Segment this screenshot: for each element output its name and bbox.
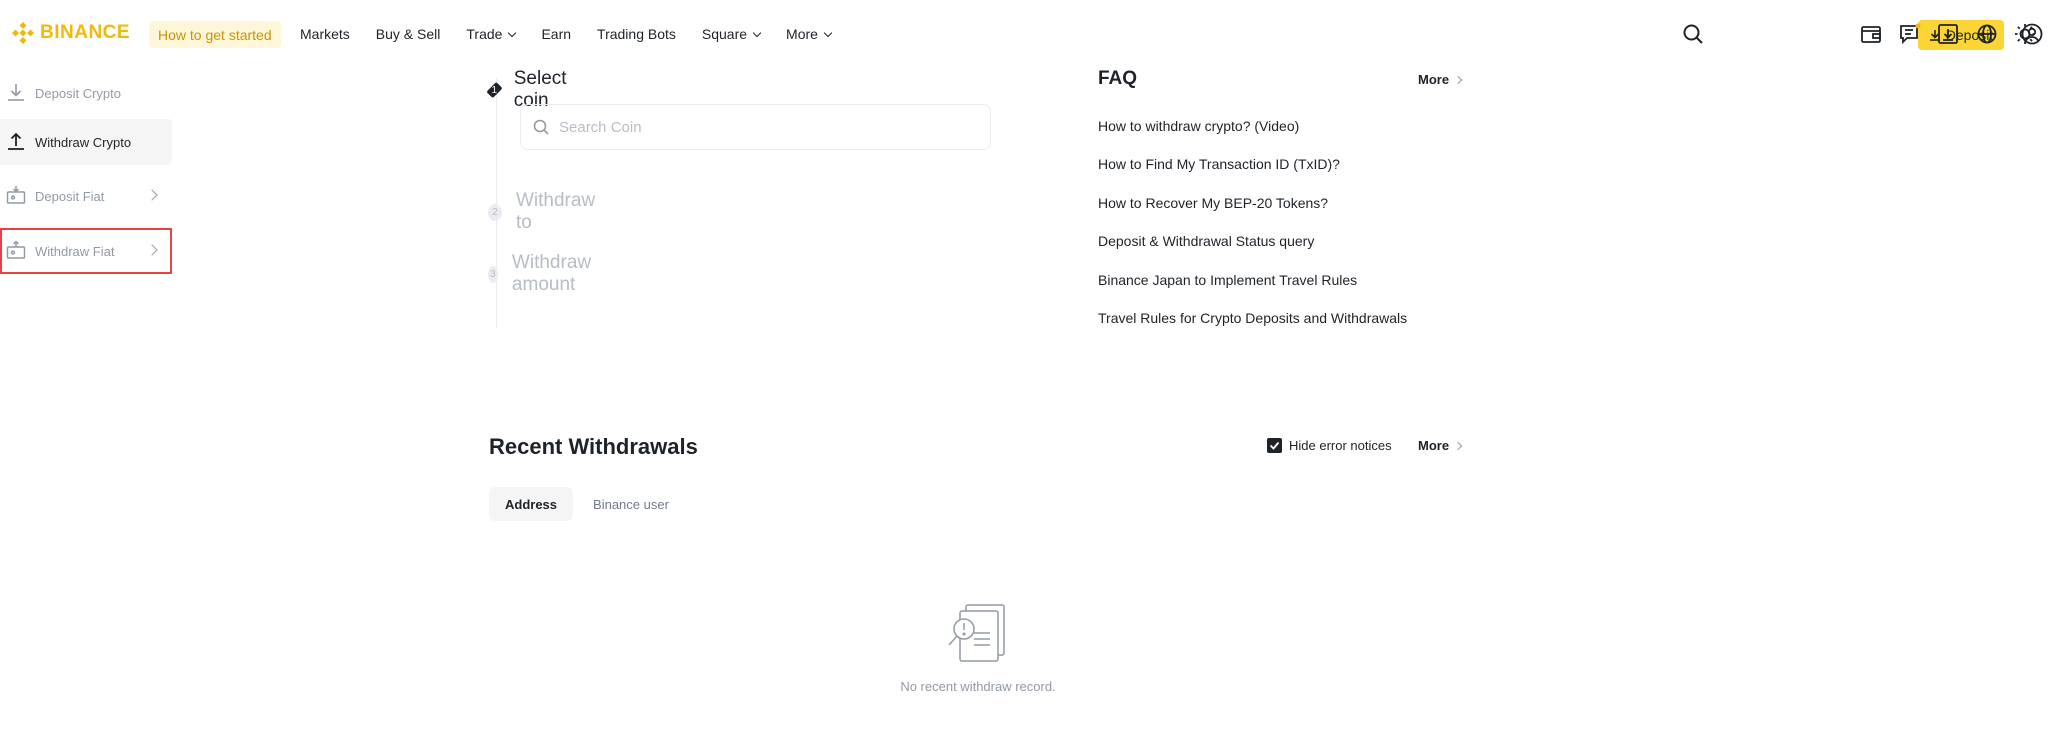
- step-number-badge: 3: [488, 266, 498, 283]
- fiat-deposit-icon: [6, 185, 26, 205]
- hide-error-notices-toggle[interactable]: [1267, 438, 1392, 453]
- wallet-icon[interactable]: [1859, 22, 1883, 46]
- sidebar-item-withdraw-fiat[interactable]: [0, 228, 172, 274]
- faq-item[interactable]: How to withdraw crypto? (Video): [1098, 118, 1300, 134]
- nav-buy-sell[interactable]: [376, 26, 441, 42]
- binance-logo-icon: [12, 22, 34, 44]
- top-nav-bar: [0, 0, 2048, 68]
- chevron-down-icon: [753, 28, 761, 36]
- nav-label: Earn: [541, 26, 572, 42]
- nav-markets[interactable]: [300, 26, 350, 42]
- search-coin-input[interactable]: [559, 119, 959, 136]
- download-app-icon[interactable]: [1936, 22, 1960, 46]
- step-title: Select coin: [513, 68, 567, 111]
- tab-binance-user[interactable]: Binance user: [593, 496, 669, 512]
- globe-icon[interactable]: [1975, 22, 1999, 46]
- upload-icon: [6, 131, 26, 151]
- nav-square[interactable]: [702, 26, 760, 42]
- step-number-badge: [486, 82, 502, 98]
- nav-label: Square: [701, 26, 748, 42]
- empty-state-text: No recent withdraw record.: [900, 679, 1056, 694]
- checkmark-icon: [1269, 440, 1280, 451]
- sidebar-item-label: Withdraw Crypto: [35, 134, 132, 150]
- faq-title: FAQ: [1098, 68, 1138, 89]
- theme-icon[interactable]: [2013, 22, 2037, 46]
- step-title: Withdraw to: [515, 190, 596, 233]
- step-title: Withdraw amount: [511, 252, 592, 295]
- fiat-withdraw-icon: [6, 240, 26, 260]
- recipient-tabs: [489, 487, 685, 521]
- chevron-right-icon: [1454, 75, 1462, 83]
- chevron-right-icon: [146, 189, 157, 200]
- more-label: More: [1418, 438, 1450, 453]
- deposit-button-label: Deposit: [1945, 27, 1994, 43]
- faq-item[interactable]: Travel Rules for Crypto Deposits and Withdrawals: [1098, 310, 1408, 326]
- coin-search-box[interactable]: [520, 104, 991, 150]
- step-withdraw-to: [488, 190, 598, 234]
- search-icon[interactable]: [1681, 22, 1705, 46]
- messages-icon[interactable]: [1898, 22, 1922, 46]
- faq-more-link[interactable]: [1418, 72, 1461, 87]
- step-withdraw-amount: [488, 252, 598, 296]
- chevron-right-icon: [1454, 441, 1462, 449]
- nav-more[interactable]: [786, 26, 831, 42]
- tab-address[interactable]: Address: [489, 487, 573, 521]
- nav-label: More: [786, 26, 818, 42]
- sidebar-item-deposit-fiat[interactable]: [0, 173, 172, 219]
- main-nav: [300, 0, 857, 68]
- logo-text: BINANCE: [40, 22, 131, 43]
- hide-errors-label: Hide error notices: [1289, 438, 1392, 453]
- faq-item[interactable]: How to Find My Transaction ID (TxID)?: [1098, 156, 1340, 172]
- no-records-icon: [946, 603, 1016, 665]
- faq-item[interactable]: Deposit & Withdrawal Status query: [1098, 233, 1315, 249]
- step-number: 1: [491, 84, 497, 96]
- nav-earn[interactable]: [541, 26, 571, 42]
- nav-trade[interactable]: [466, 26, 515, 42]
- chevron-down-icon: [824, 28, 832, 36]
- nav-label: Buy & Sell: [375, 26, 441, 42]
- more-label: More: [1418, 72, 1450, 87]
- nav-trading-bots[interactable]: [597, 26, 676, 42]
- sidebar-item-label: Deposit Fiat: [35, 188, 105, 204]
- chevron-down-icon: [508, 28, 516, 36]
- nav-label: Trading Bots: [597, 26, 676, 42]
- search-icon: [533, 119, 549, 135]
- hide-errors-checkbox[interactable]: [1267, 438, 1282, 453]
- how-to-get-started-button[interactable]: How to get started: [149, 21, 281, 48]
- sidebar-item-label: Withdraw Fiat: [35, 243, 115, 259]
- chevron-right-icon: [146, 244, 157, 255]
- step-number-badge: 2: [488, 204, 502, 221]
- nav-label: Markets: [300, 26, 350, 42]
- binance-logo[interactable]: [12, 22, 130, 44]
- nav-label: Trade: [466, 26, 503, 42]
- sidebar-item-deposit-crypto[interactable]: [0, 70, 172, 116]
- recent-withdrawals-title: Recent Withdrawals: [489, 434, 698, 459]
- download-icon: [6, 82, 26, 102]
- recent-more-link[interactable]: [1418, 438, 1461, 453]
- sidebar-item-withdraw-crypto[interactable]: [0, 119, 172, 165]
- sidebar-item-label: Deposit Crypto: [35, 85, 121, 101]
- faq-item[interactable]: How to Recover My BEP-20 Tokens?: [1098, 195, 1329, 211]
- faq-item[interactable]: Binance Japan to Implement Travel Rules: [1098, 272, 1358, 288]
